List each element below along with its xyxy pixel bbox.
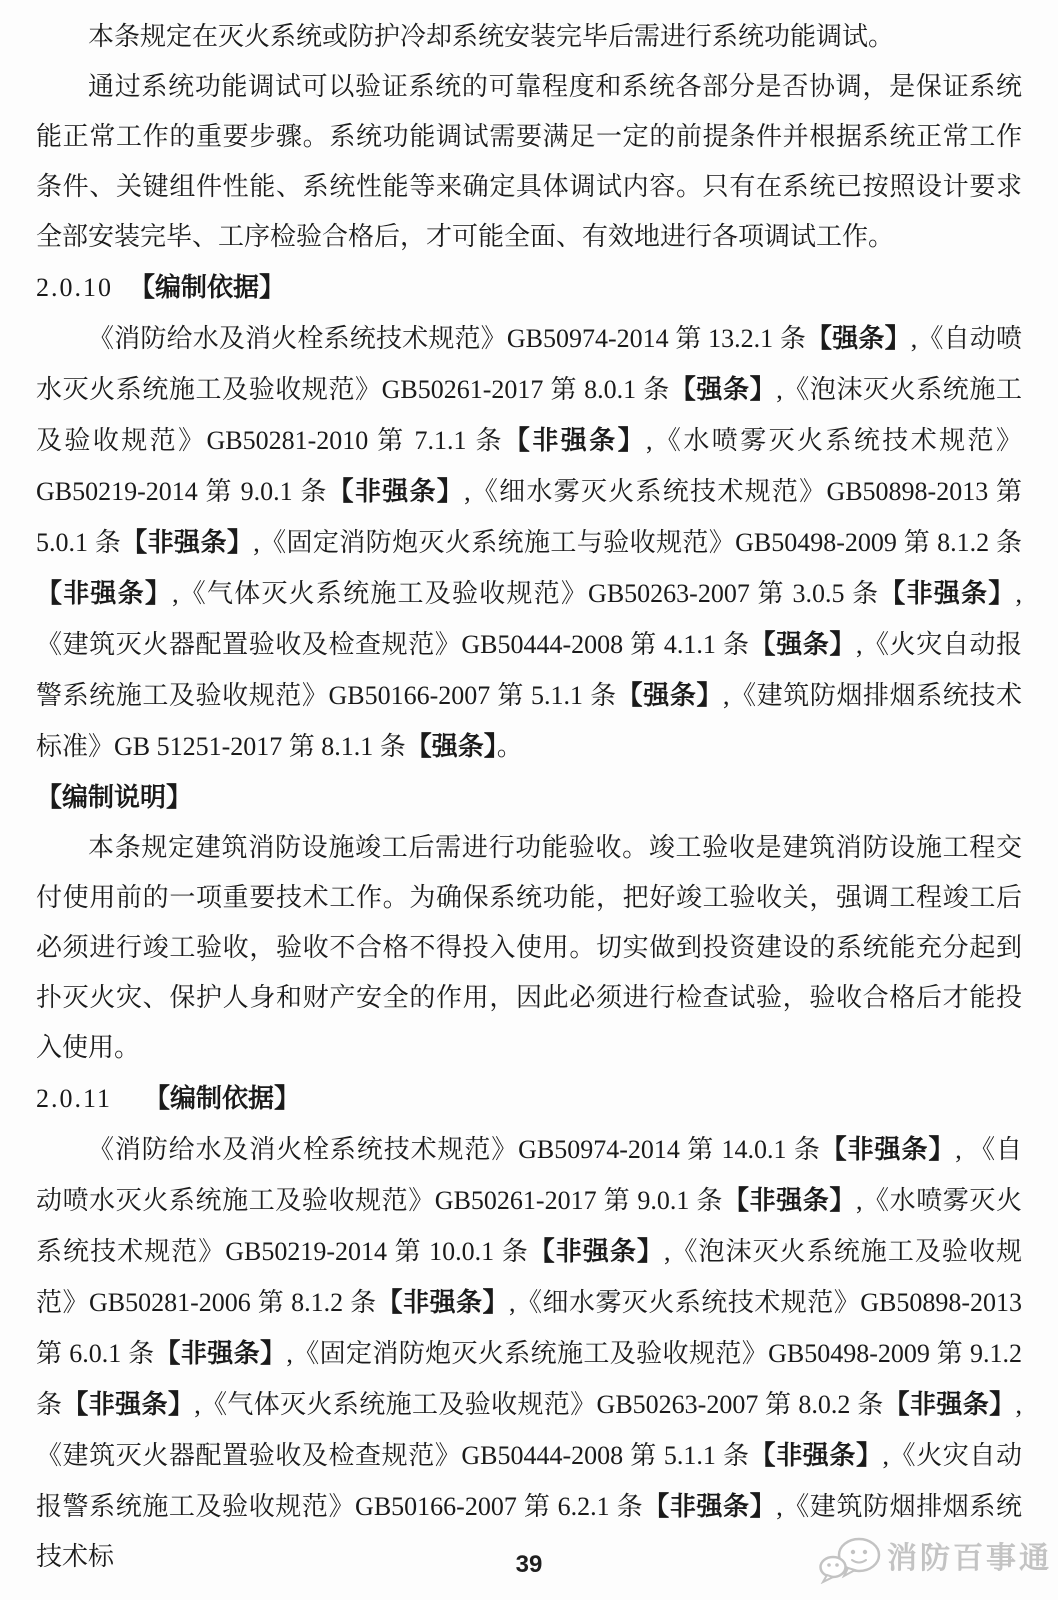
section-heading [36, 772, 1022, 823]
page-number: 39 [515, 1551, 543, 1578]
clause-heading-2-0-11 [36, 1073, 1022, 1124]
paragraph: 通过系统功能调试可以验证系统的可靠程度和系统各部分是否协调，是保证系统能正常工作的重要步骤。系统功能调试需要满足一定的前提条件并根据系统正常工作条件、关键组件性能、系统性能等来确定具体调试内容。只有在系统已按照设计要求全部安装完毕、工序检验合格后，才可能全面、有效地进行各项调试工作。 [36, 72, 1022, 251]
paragraph: 本条规定建筑消防设施竣工后需进行功能验收。竣工验收是建筑消防设施工程交付使用前的一项重要技术工作。为确保系统功能，把好竣工验收关，强调工程竣工后必须进行竣工验收，验收不合格不得投入使用。切实做到投资建设的系统能充分起到扑灭火灾、保护人身和财产安全的作用，因此必须进行检查试验，验收合格后才能投入使用。 [36, 833, 1022, 1062]
paragraph: 本条规定在灭火系统或防护冷却系统安装完毕后需进行系统功能调试。 [88, 22, 895, 51]
clause-heading-title: 【编制依据】 [144, 1083, 301, 1113]
clause-heading-title: 【编制依据】 [129, 272, 286, 302]
clause-heading-2-0-10 [36, 262, 1022, 313]
clause-number: 2.0.11 [36, 1084, 113, 1113]
chat-bubbles-icon [818, 1534, 884, 1584]
clause-number: 2.0.10 [36, 273, 113, 302]
paragraph: 《消防给水及消火栓系统技术规范》GB50974-2014 第 14.0.1 条【非强条】, 《自动喷水灭火系统施工及验收规范》GB50261-2017 第 9.0.1 条【非强条】,《水喷雾灭火系统技术规范》GB50219-2014 第 10.0.1 条【非强条】,《泡沫灭火系统施工及验收规范》GB50281-2006 第 8.1.2 条【非强条】,《细水雾灭火系统技术规范》GB50898-2013 第 6.0.1 条【非强条】,《固定消防炮灭火系统施工及验收规范》GB50498-2009 第 9.1.2 条【非强条】,《气体灭火系统施工及验收规范》GB50263-2007 第 8.0.2 条【非强条】,《建筑灭火器配置验收及检查规范》GB50444-2008 第 5.1.1 条【非强条】,《火灾自动报警系统施工及验收规范》GB50166-2007 第 6.2.1 条【非强条】,《建筑防烟排烟系统技术标 [36, 1134, 1022, 1571]
watermark [818, 1534, 1052, 1584]
watermark-text: 消防百事通 [887, 1542, 1052, 1575]
section-heading-title: 【编制说明】 [36, 782, 193, 812]
paragraph: 《消防给水及消火栓系统技术规范》GB50974-2014 第 13.2.1 条【强条】,《自动喷水灭火系统施工及验收规范》GB50261-2017 第 8.0.1 条【强条】,《泡沫灭火系统施工及验收规范》GB50281-2010 第 7.1.1 条【非强条】,《水喷雾灭火系统技术规范》GB50219-2014 第 9.0.1 条【非强条】,《细水雾灭火系统技术规范》GB50898-2013 第 5.0.1 条【非强条】,《固定消防炮灭火系统施工与验收规范》GB50498-2009 第 8.1.2 条【非强条】,《气体灭火系统施工及验收规范》GB50263-2007 第 3.0.5 条【非强条】,《建筑灭火器配置验收及检查规范》GB50444-2008 第 4.1.1 条【强条】,《火灾自动报警系统施工及验收规范》GB50166-2007 第 5.1.1 条【强条】,《建筑防烟排烟系统技术标准》GB 51251-2017 第 8.1.1 条【强条】。 [36, 323, 1022, 761]
